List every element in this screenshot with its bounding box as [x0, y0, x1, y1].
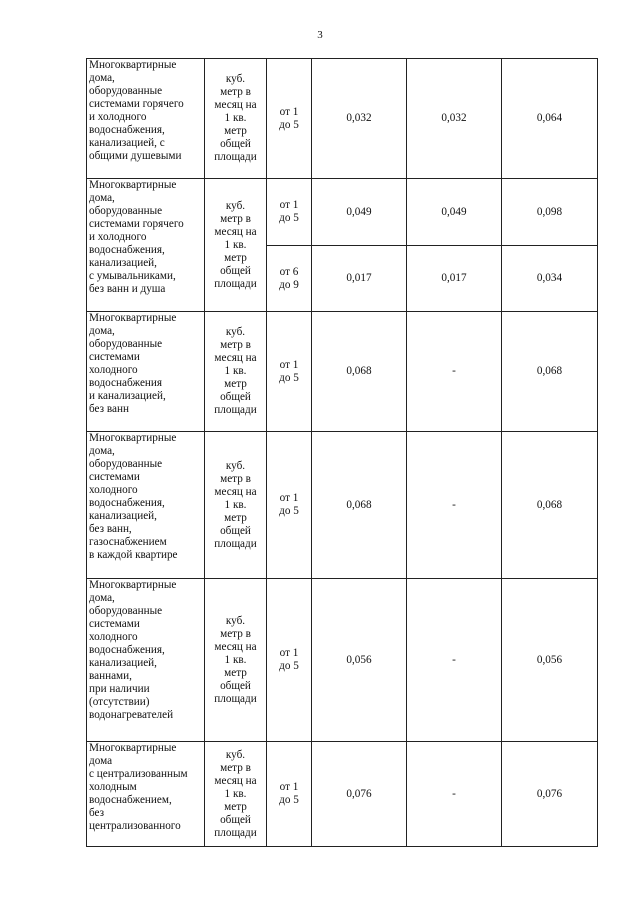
building-type-line: холодным: [89, 781, 137, 793]
unit-line: общей: [220, 391, 251, 403]
building-type-line: Многоквартирные: [89, 312, 177, 324]
building-type-line: (отсутствии): [89, 696, 150, 708]
floors-cell: [267, 246, 312, 312]
table-row: [87, 312, 598, 432]
unit-line: куб.: [225, 73, 246, 85]
unit-cell: [205, 312, 267, 432]
building-type-line: без ванн,: [89, 523, 132, 535]
unit-line: площади: [214, 692, 257, 705]
page-number: 3: [317, 29, 323, 41]
floors-line: от 6: [279, 265, 299, 278]
unit-line: общей: [220, 679, 251, 692]
value-cell-1: 0,049: [312, 179, 407, 246]
floors-line: до 9: [279, 278, 299, 291]
unit-line: месяц на: [214, 352, 257, 364]
unit-line: метр в: [220, 86, 251, 98]
unit-line: месяц на: [214, 99, 257, 111]
building-type-line: и холодного: [89, 111, 147, 123]
unit-line: метр в: [220, 212, 251, 225]
value-cell-2: 0,032: [407, 59, 502, 179]
building-type-line: с централизованным: [89, 768, 188, 780]
unit-line: куб.: [225, 326, 246, 338]
building-type-line: водоснабжения,: [89, 644, 165, 656]
floors-cell: [267, 742, 312, 847]
building-type-cell: [87, 179, 205, 312]
unit-line: 1 кв.: [224, 238, 247, 251]
value-cell-3: 0,068: [502, 312, 598, 432]
unit-line: 1 кв.: [224, 365, 247, 377]
building-type-line: канализацией,: [89, 657, 157, 669]
building-type-line: водоснабжением,: [89, 794, 172, 806]
unit-cell: [205, 579, 267, 742]
value-cell-2: 0,017: [407, 246, 502, 312]
building-type-cell: [87, 742, 205, 847]
unit-line: метр в: [220, 339, 251, 351]
consumption-norms-table: [86, 58, 598, 847]
unit-line: куб.: [225, 459, 246, 472]
value-cell-2: 0,049: [407, 179, 502, 246]
building-type-line: дома: [89, 755, 113, 767]
unit-line: месяц на: [214, 640, 257, 653]
value-cell-1: 0,017: [312, 246, 407, 312]
unit-line: метр: [224, 251, 247, 264]
floors-line: от 1: [279, 647, 299, 659]
unit-line: метр в: [220, 761, 251, 774]
unit-line: общей: [220, 524, 251, 537]
building-type-line: с умывальниками,: [89, 270, 176, 282]
unit-line: площади: [214, 826, 257, 839]
building-type-line: холодного: [89, 364, 138, 376]
building-type-line: водоснабжения,: [89, 124, 165, 136]
unit-line: метр: [224, 666, 247, 679]
floors-line: от 1: [279, 492, 299, 504]
floors-line: до 5: [279, 118, 299, 131]
floors-cell: [267, 59, 312, 179]
building-type-line: водонагревателей: [89, 709, 174, 721]
value-cell-2: -: [407, 432, 502, 579]
building-type-line: оборудованные: [89, 338, 163, 350]
building-type-line: без ванн: [89, 403, 129, 415]
building-type-line: и холодного: [89, 231, 147, 243]
unit-line: общей: [220, 138, 251, 150]
building-type-line: канализацией,: [89, 510, 157, 522]
unit-line: куб.: [225, 614, 246, 627]
floors-line: до 5: [279, 505, 299, 517]
unit-line: общей: [220, 813, 251, 826]
building-type-line: ваннами,: [89, 670, 132, 682]
table-row: [87, 432, 598, 579]
unit-line: метр: [224, 800, 247, 813]
value-cell-2: -: [407, 742, 502, 847]
floors-line: от 1: [279, 781, 299, 793]
building-type-line: Многоквартирные: [89, 742, 177, 754]
building-type-line: водоснабжения: [89, 377, 163, 389]
unit-cell: [205, 432, 267, 579]
floors-line: от 1: [279, 199, 299, 211]
value-cell-1: 0,068: [312, 432, 407, 579]
building-type-line: системами: [89, 351, 140, 363]
floors-cell: [267, 179, 312, 246]
building-type-line: и канализацией,: [89, 390, 166, 402]
unit-cell: [205, 742, 267, 847]
unit-line: площади: [214, 277, 257, 290]
building-type-line: Многоквартирные: [89, 432, 177, 444]
building-type-line: общими душевыми: [89, 150, 182, 162]
unit-line: площади: [214, 151, 257, 163]
floors-line: от 1: [279, 105, 299, 118]
unit-line: метр: [224, 511, 247, 524]
floors-cell: [267, 432, 312, 579]
value-cell-3: 0,034: [502, 246, 598, 312]
table-row: [87, 742, 598, 847]
building-type-line: оборудованные: [89, 85, 163, 97]
unit-line: метр в: [220, 627, 251, 640]
building-type-line: дома,: [89, 445, 115, 457]
unit-line: 1 кв.: [224, 787, 247, 800]
value-cell-3: 0,068: [502, 432, 598, 579]
value-cell-2: -: [407, 579, 502, 742]
value-cell-1: 0,068: [312, 312, 407, 432]
unit-line: общей: [220, 264, 251, 277]
table-row: [87, 59, 598, 179]
building-type-line: водоснабжения,: [89, 497, 165, 509]
unit-line: метр в: [220, 472, 251, 485]
table-row: [87, 179, 598, 246]
building-type-line: системами: [89, 471, 140, 483]
unit-line: месяц на: [214, 485, 257, 498]
building-type-line: канализацией, с: [89, 137, 165, 149]
unit-line: куб.: [225, 748, 246, 761]
building-type-line: канализацией,: [89, 257, 157, 269]
unit-line: месяц на: [214, 774, 257, 787]
floors-line: до 5: [279, 212, 299, 224]
building-type-line: без ванн и душа: [89, 283, 166, 295]
building-type-cell: [87, 432, 205, 579]
building-type-line: оборудованные: [89, 605, 163, 617]
building-type-line: Многоквартирные: [89, 59, 177, 71]
floors-line: до 5: [279, 371, 299, 384]
value-cell-3: 0,056: [502, 579, 598, 742]
building-type-line: централизованного: [89, 820, 181, 832]
unit-line: 1 кв.: [224, 498, 247, 511]
unit-line: куб.: [225, 199, 246, 212]
building-type-line: дома,: [89, 72, 115, 84]
floors-cell: [267, 579, 312, 742]
building-type-cell: [87, 579, 205, 742]
building-type-line: дома,: [89, 192, 115, 204]
unit-line: площади: [214, 404, 257, 416]
value-cell-1: 0,076: [312, 742, 407, 847]
building-type-line: системами горячего: [89, 98, 184, 110]
floors-line: до 5: [279, 794, 299, 806]
unit-line: 1 кв.: [224, 112, 247, 124]
table-row: [87, 579, 598, 742]
value-cell-1: 0,032: [312, 59, 407, 179]
building-type-cell: [87, 312, 205, 432]
building-type-line: Многоквартирные: [89, 179, 177, 191]
building-type-line: системами горячего: [89, 218, 184, 230]
unit-line: площади: [214, 537, 257, 550]
unit-cell: [205, 59, 267, 179]
building-type-line: при наличии: [89, 683, 150, 695]
building-type-line: дома,: [89, 592, 115, 604]
building-type-line: системами: [89, 618, 140, 630]
value-cell-3: 0,076: [502, 742, 598, 847]
building-type-line: холодного: [89, 484, 138, 496]
unit-cell: [205, 179, 267, 312]
floors-line: до 5: [279, 660, 299, 672]
building-type-line: водоснабжения,: [89, 244, 165, 256]
unit-line: месяц на: [214, 225, 257, 238]
building-type-line: оборудованные: [89, 458, 163, 470]
floors-cell: [267, 312, 312, 432]
building-type-line: холодного: [89, 631, 138, 643]
unit-line: метр: [224, 125, 247, 137]
value-cell-3: 0,064: [502, 59, 598, 179]
value-cell-1: 0,056: [312, 579, 407, 742]
floors-line: от 1: [279, 358, 299, 371]
building-type-line: в каждой квартире: [89, 549, 178, 561]
building-type-line: оборудованные: [89, 205, 163, 217]
unit-line: 1 кв.: [224, 653, 247, 666]
building-type-cell: [87, 59, 205, 179]
value-cell-3: 0,098: [502, 179, 598, 246]
building-type-line: Многоквартирные: [89, 579, 177, 591]
unit-line: метр: [224, 378, 247, 390]
building-type-line: дома,: [89, 325, 115, 337]
building-type-line: без: [89, 807, 105, 819]
value-cell-2: -: [407, 312, 502, 432]
building-type-line: газоснабжением: [89, 536, 167, 548]
